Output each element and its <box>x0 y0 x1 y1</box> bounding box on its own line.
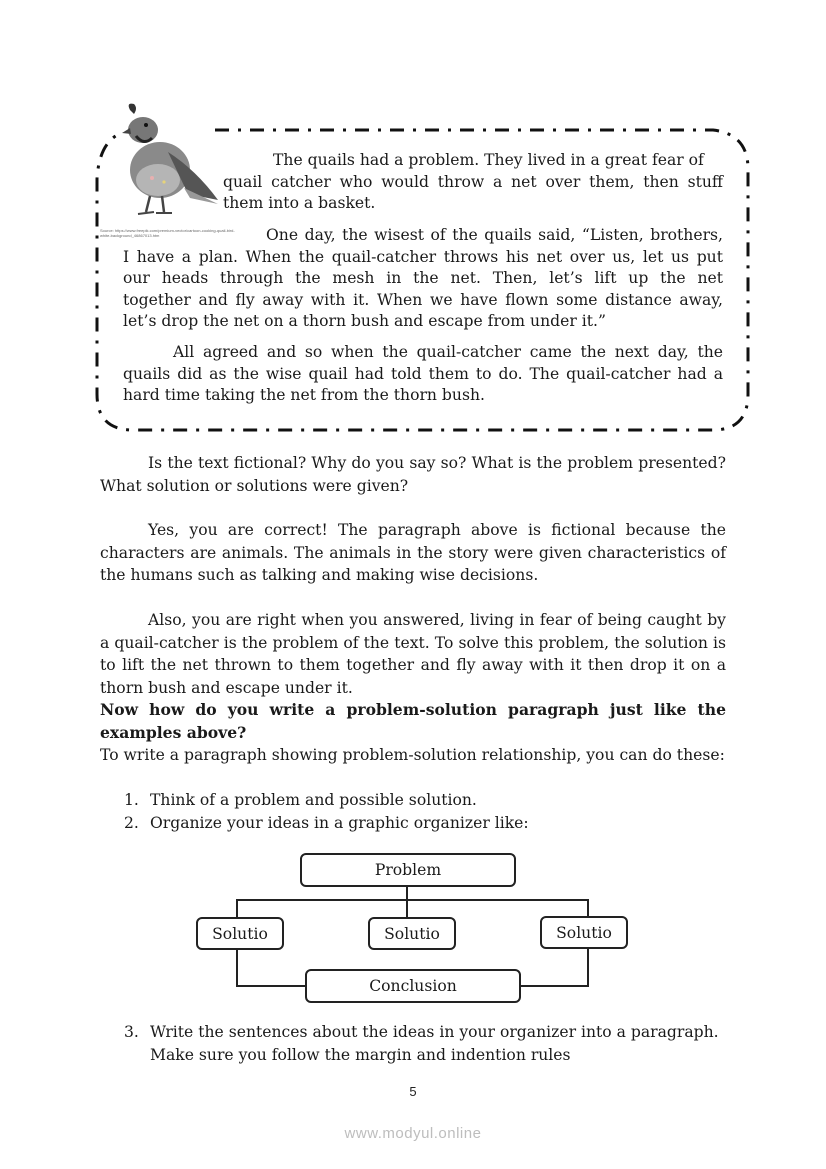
node-label: Solutio <box>384 924 440 943</box>
node-label: Conclusion <box>369 977 457 995</box>
solution-node-3 <box>540 916 628 949</box>
step-number: 1. <box>124 791 139 809</box>
story-line: our heads through the mesh in the net. Then, let’s lift up the net <box>123 269 723 287</box>
step-item <box>124 812 724 835</box>
step-item <box>124 789 724 812</box>
story-line: let’s drop the net on a thorn bush and escape from under it.” <box>123 312 606 330</box>
problem-node <box>300 853 516 887</box>
steps-list-continued <box>124 1021 724 1066</box>
solution-node-1 <box>196 917 284 950</box>
story-line: One day, the wisest of the quails said, “Listen, brothers, <box>266 226 723 244</box>
step-number: 2. <box>124 813 139 832</box>
node-label: Solutio <box>556 923 612 942</box>
step-text: Think of a problem and possible solution. <box>150 791 477 809</box>
watermark: www.modyul.online <box>344 1125 482 1142</box>
story-line: together and fly away with it. When we have flown some distance away, <box>123 290 723 309</box>
answer-paragraph-1: Yes, you are correct! The paragraph above is fictional because the characters are animals. The animals in the story were given characteristics of the humans such as talking and making wise decisions. <box>100 521 726 584</box>
story-line: The quails had a problem. They lived in a great fear of <box>273 151 704 169</box>
step-number: 3. <box>124 1023 139 1041</box>
story-line: I have a plan. When the quail-catcher throws his net over us, let us put <box>123 247 723 266</box>
image-source-caption: Source: https://www.freepik.com/premium-vector/cartoon-cooking-quail-bird-white-background_46867013.htm <box>100 228 235 238</box>
conclusion-node <box>305 969 521 1003</box>
node-label: Solutio <box>212 924 268 943</box>
answer-paragraph-2: Also, you are right when you answered, living in fear of being caught by a quail-catcher is the problem of the text. To solve this problem, the solution is to lift the net thrown to them together and fly away with it then drop it on a thorn bush and escape under it. <box>100 611 726 697</box>
solution-node-2 <box>368 917 456 950</box>
section-heading: Now how do you write a problem-solution paragraph just like the examples above? <box>100 700 726 742</box>
questions-paragraph: Is the text fictional? Why do you say so? What is the problem presented? What solution or solutions were given? <box>100 454 726 495</box>
story-paragraph-3: All agreed and so when the quail-catcher came the next day, the quails did as the wise quail had told them to do. The quail-catcher had a hard time taking the net from the thorn bush. <box>123 343 723 404</box>
step-text: Organize your ideas in a graphic organizer like: <box>150 813 529 832</box>
intro-paragraph: To write a paragraph showing problem-solution relationship, you can do these: <box>100 746 725 764</box>
story-paragraph-1 <box>223 150 723 215</box>
story-paragraph-2 <box>123 225 723 333</box>
step-text: Write the sentences about the ideas in your organizer into a paragraph. Make sure you follow the margin and indention rules <box>150 1023 719 1064</box>
steps-list <box>124 789 724 834</box>
story-line: them into a basket. <box>223 194 376 212</box>
quail-illustration-icon <box>108 100 220 222</box>
graphic-organizer <box>194 850 634 1006</box>
page-number: 5 <box>409 1084 417 1099</box>
step-item <box>124 1021 724 1066</box>
node-label: Problem <box>374 861 442 879</box>
story-line: quail catcher who would throw a net over them, then stuff <box>223 172 723 191</box>
